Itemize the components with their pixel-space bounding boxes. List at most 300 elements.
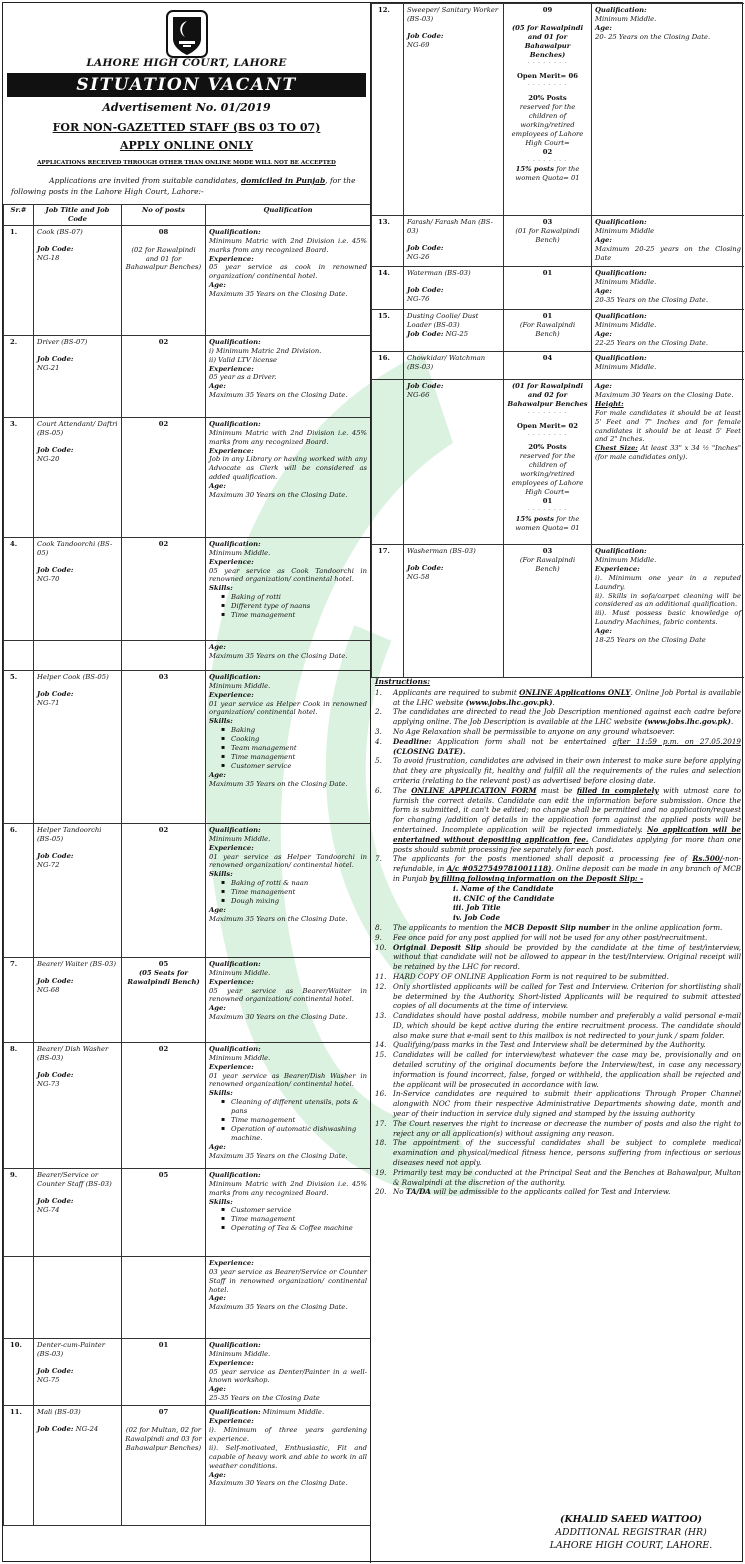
item-number: 1. [375, 687, 382, 697]
table-row [372, 216, 745, 267]
posts-cell [504, 352, 592, 380]
website-link[interactable]: (www.jobs.lhc.gov.pk) [644, 717, 731, 727]
item-text: should be provided by the candidate at the time of test/interview, without that candidate will not be allowed to appear in the test/Interview. Original receipt will be retained by the LHC for record. [393, 942, 741, 972]
skills-list [217, 879, 367, 906]
advertisement-page [2, 2, 743, 1562]
job-title-cell [404, 4, 504, 216]
list-item [375, 1138, 741, 1167]
experience-label: Experience: [209, 364, 254, 373]
posts-count: 07 [158, 1408, 169, 1417]
item-number: 19. [375, 1167, 387, 1177]
quota-text: reserved for the children of working/retired employees of Lahore High Court= [511, 103, 584, 147]
job-title-cell [34, 670, 122, 823]
item-number: 20. [375, 1187, 387, 1197]
list-item: ▪ Baking of rotti & naan [217, 879, 367, 888]
job-code-label: Job Code: [37, 851, 74, 860]
sr-number: 3. [4, 417, 34, 537]
table-row [4, 1256, 371, 1338]
skills-list [217, 1098, 367, 1143]
table-row [4, 417, 371, 537]
item-number: 4. [375, 736, 382, 746]
skills-label: Skills: [209, 1197, 233, 1206]
job-code-label: Job Code: [407, 563, 444, 572]
job-code: NG-72 [37, 860, 60, 869]
experience-label: Experience: [209, 1358, 254, 1367]
qualification-cell [206, 823, 371, 957]
job-title: Denter-cum-Painter (BS-03) [37, 1340, 105, 1358]
job-title: Farash/ Farash Man (BS-03) [407, 218, 493, 235]
posts-count: 02 [158, 1044, 169, 1053]
table-row [4, 1406, 371, 1526]
job-code-label: Job Code: [407, 329, 444, 338]
list-item: ▪ Time management [217, 1215, 367, 1224]
posts-count: 02 [158, 419, 169, 428]
posts-count: 03 [542, 218, 553, 226]
qualification-cell [206, 417, 371, 537]
sr-number: 13. [372, 216, 404, 267]
posts-count: 02 [158, 825, 169, 834]
item-text: will be admissible to the applicants called for Test and Interview. [433, 1187, 671, 1197]
empty-cell [4, 1256, 34, 1338]
age-text: Maximum 35 Years on the Closing Date. [209, 290, 348, 299]
height-label: Height: [595, 399, 624, 408]
job-code-label: Job Code: [37, 689, 74, 698]
item-text: . Online deposit can be made in any branch of MCB in Punjab [393, 864, 741, 883]
experience-text: i). Minimum of three years gardening experience. [209, 1425, 367, 1443]
qualification-text: Minimum Middle. [209, 834, 271, 843]
experience-text: 05 year service as cook in renowned organization/ continental hotel. [209, 263, 367, 281]
posts-count: 04 [542, 354, 553, 362]
table-row [372, 545, 745, 678]
qualification-label: Qualification: [209, 337, 261, 346]
separator: - - - - - - - - [527, 506, 568, 513]
qualification-text: Minimum Middle. [209, 548, 271, 557]
list-item [375, 737, 741, 757]
instructions-list [375, 688, 741, 1197]
list-item [375, 756, 741, 785]
job-code: NG-58 [407, 572, 430, 581]
job-code-label: Job Code: [407, 382, 444, 390]
deadline-date: after 11:59 p.m. on 27.05.2019 [612, 736, 741, 746]
item-text: HARD COPY OF ONLINE Application Form is not required to be submitted. [393, 971, 669, 981]
age-text: Maximum 35 Years on the Closing Date. [209, 391, 348, 400]
posts-cell [504, 4, 592, 216]
sr-number: 5. [4, 670, 34, 823]
age-label: Age: [209, 1004, 226, 1013]
posts-cell [122, 823, 206, 957]
experience-text: 01 year service as Helper Cook in renowned organization/ continental hotel. [209, 699, 367, 717]
qualification-text: Minimum Middle. [595, 277, 657, 286]
list-item: ▪ Team management [217, 744, 367, 753]
age-label: Age: [209, 1385, 226, 1394]
job-title: Helper Cook (BS-05) [37, 672, 109, 681]
quota-text: reserved for the children of working/retired employees of Lahore High Court= [511, 452, 584, 496]
women-quota: for the women Quota= 01 [515, 165, 580, 183]
job-code-label: Job Code: [407, 243, 444, 252]
job-title: Bearer/ Dish Washer (BS-03) [37, 1044, 109, 1062]
job-code: NG-20 [37, 454, 60, 463]
qualification-line [209, 1408, 324, 1416]
list-item: ▪ Time management [217, 753, 367, 762]
job-title-cell [34, 1338, 122, 1405]
job-title-cell [34, 417, 122, 537]
posts-count: 03 [158, 672, 169, 681]
qualification-cell [592, 4, 745, 216]
table-row [4, 823, 371, 957]
intro-paragraph [11, 175, 363, 197]
item-number: 2. [375, 707, 382, 717]
qualification-text: Minimum Matric with 2nd Division i.e. 45% marks from any recognized Board. [209, 1179, 367, 1197]
skills-list [217, 726, 367, 771]
posts-note: (01 for Rawalpindi and 02 for Bahawalpur Benches [507, 382, 588, 408]
list-item [375, 1187, 741, 1197]
list-item: ii. CNIC of the Candidate [453, 893, 555, 903]
item-number: 18. [375, 1138, 387, 1148]
skills-label: Skills: [209, 870, 233, 879]
item-number: 6. [375, 785, 382, 795]
qualification-cell [592, 545, 745, 678]
item-text: Application form shall not be entertained [437, 736, 607, 746]
item-number: 11. [375, 971, 387, 981]
experience-text: 05 year service as Bearer/Waiter in renowned organization/ continental hotel. [209, 986, 367, 1004]
qualification-label: Qualification: [595, 269, 647, 277]
header [3, 3, 370, 199]
age-text: Maximum 35 Years on the Closing Date. [209, 914, 348, 923]
item-text: . Online Job Portal is available at the LHC website [393, 687, 742, 707]
age-label: Age: [209, 482, 226, 491]
list-item: 1. Applicants are required to submit ONLINE Applications ONLY. Online Job Portal is available at the LHC website (www.jobs.lhc.gov.pk). [375, 687, 742, 707]
job-title: Driver (BS-07) [37, 337, 88, 346]
qualification-label: Qualification: [209, 419, 261, 428]
job-code: NG-21 [37, 363, 60, 372]
empty-cell [4, 640, 34, 670]
item-text: Candidates will be called for interview/test whatever the case may be, provisionally and on detailed scrutiny of the original documents before the Interview/test, in case any necessary information is found incorrect, false, forged or withheld, the application shall be rejected and the applicant will be prosecuted in accordance with law. [393, 1050, 741, 1089]
sr-number: 6. [4, 823, 34, 957]
open-merit: Open Merit= 02 [517, 421, 578, 430]
signatory-designation: ADDITIONAL REGISTRAR (HR) [555, 1527, 707, 1538]
qualification-cell [206, 225, 371, 335]
qualification-label: Qualification: [595, 6, 647, 14]
table-row [4, 640, 371, 670]
qualification-cell [206, 957, 371, 1042]
table-row [4, 225, 371, 335]
job-title-cell [34, 1406, 122, 1526]
job-code-label: Job Code: [407, 31, 444, 40]
signature-block [521, 1513, 741, 1552]
age-label: Age: [209, 1142, 226, 1151]
list-item [375, 1011, 741, 1040]
qualification-cell [206, 335, 371, 417]
posts-count: 01 [158, 1340, 169, 1349]
job-title: Washerman (BS-03) [407, 547, 476, 555]
item-number: 7. [375, 854, 382, 864]
list-item [375, 854, 741, 923]
list-item [375, 1089, 741, 1118]
advertisement-number: Advertisement No. 01/2019 [102, 101, 271, 114]
job-code: NG-74 [37, 1205, 60, 1214]
posts-cell [504, 310, 592, 352]
empty-cell [122, 1256, 206, 1338]
qualification-label: Qualification: [595, 547, 647, 555]
posts-cell [504, 380, 592, 545]
list-item [375, 1040, 741, 1050]
posts-note: (05 Seats for Rawalpindi Bench) [127, 968, 200, 986]
qualification-label: Qualification: [209, 539, 261, 548]
posts-cell [122, 225, 206, 335]
job-code: NG-26 [407, 252, 430, 261]
signatory-name: (KHALID SAEED WATTOO) [560, 1514, 702, 1525]
age-text: Maximum 20-25 years on the Closing Date [595, 244, 741, 262]
table-row [372, 352, 745, 380]
sr-number: 16. [372, 352, 404, 380]
item-text: No Age Relaxation shall be permissible to anyone on any ground whatsoever. [393, 726, 675, 736]
item-text: To avoid frustration, candidates are advised in their own interest to make sure before applying that they are physically fit, healthy and fulfill all the requirements of the rules and selection criteria (relating to the relevant post) as advertised before closing date. [393, 756, 741, 785]
sr-number: 15. [372, 310, 404, 352]
age-text: Maximum 30 Years on the Closing Date. [595, 390, 734, 399]
table-row [4, 957, 371, 1042]
quota-percent: 20% Posts [528, 443, 567, 452]
qualification-cell [592, 352, 745, 380]
age-text: 22-25 Years on the Closing Date. [595, 338, 708, 347]
qualification-label: Qualification: [209, 1408, 261, 1417]
sr-number: 2. [4, 335, 34, 417]
age-text: 18-25 Years on the Closing Date [595, 636, 706, 645]
item-text: Fee once paid for any post applied for will not be used for any other post/recruitment. [393, 932, 708, 942]
list-item: iv. Job Code [453, 913, 501, 923]
table-row [4, 670, 371, 823]
experience-text: 01 year service as Bearer/Dish Washer in renowned organization/ continental hotel. [209, 1071, 367, 1089]
chest-label: Chest Size: [595, 444, 638, 453]
item-number: 10. [375, 942, 387, 952]
experience-label: Experience: [209, 446, 254, 455]
table-row [372, 267, 745, 310]
website-link[interactable]: (www.jobs.lhc.gov.pk) [465, 697, 553, 707]
job-code-label: Job Code: [407, 285, 444, 294]
qualification-text: Minimum Middle. [209, 1349, 271, 1358]
women-quota-percent: 15% posts [515, 165, 555, 174]
list-item [375, 786, 741, 855]
age-label: Age: [595, 382, 612, 390]
age-label: Age: [595, 23, 612, 32]
skills-list [217, 593, 367, 620]
empty-cell [122, 640, 206, 670]
list-item [375, 972, 741, 982]
experience-text: i). Minimum one year in a reputed Laundry. [595, 573, 741, 591]
sr-number: 11. [4, 1406, 34, 1526]
posts-note: (02 for Rawalpindi and 01 for Bahawalpur Benches) [125, 245, 202, 272]
age-label: Age: [209, 1470, 226, 1479]
item-text: Applicants are required to submit [393, 687, 517, 697]
women-quota-percent: 15% posts [515, 514, 555, 523]
experience-label: Experience: [209, 1417, 254, 1426]
list-item: ▪ Different type of naans [217, 602, 367, 611]
job-code-label: Job Code: [37, 1366, 74, 1375]
posts-count: 02 [158, 539, 169, 548]
list-item: ▪ Cleaning of different utensils, pots & pans [217, 1098, 367, 1116]
qualification-text: Minimum Middle. [209, 968, 271, 977]
table-row [4, 1168, 371, 1256]
qualification-text: i) Minimum Matric 2nd Division. [209, 346, 322, 355]
table-row [4, 1338, 371, 1405]
fee-amount: Rs.500/ [692, 854, 723, 864]
instructions-title: Instructions: [375, 677, 431, 686]
posts-note: (For Rawalpindi Bench) [519, 555, 576, 573]
job-code-label: Job Code: [37, 565, 74, 574]
age-text: Maximum 30 Years on the Closing Date. [209, 1479, 348, 1488]
sr-number: 1. [4, 225, 34, 335]
job-title-cell [404, 352, 504, 380]
experience-text: 05 year service as Denter/Painter in a well-known workshop. [209, 1367, 367, 1385]
posts-count: 01 [542, 312, 553, 320]
job-title-cell [404, 216, 504, 267]
experience-text: iii). Must possess basic knowledge of Laundry Machines, fabric contents. [595, 609, 741, 627]
skills-label: Skills: [209, 717, 233, 726]
qualification-text: Minimum Middle. [209, 681, 271, 690]
job-code: NG-76 [407, 294, 430, 303]
item-number: 17. [375, 1118, 387, 1128]
job-title-cell [34, 537, 122, 640]
table-row [372, 380, 745, 545]
item-text: Candidates should have postal address, mobile number and preferably a valid personal e-mail ID, which should be kept active during the entire recruitment process. The candidate should also make sure that e-mail sent to this mailbox is not redirected to your junk / spam folder. [393, 1011, 741, 1040]
item-emphasis: by filling following information on the Deposit Slip: - [429, 873, 644, 883]
job-title-cell [34, 335, 122, 417]
empty-cell [34, 640, 122, 670]
qualification-cell [206, 1168, 371, 1256]
qualification-cell [592, 216, 745, 267]
job-code-label [37, 1425, 118, 1434]
list-item: iii. Job Title [453, 903, 501, 913]
posts-cell [122, 417, 206, 537]
posts-cell [122, 1042, 206, 1168]
quota-count: 02 [542, 147, 553, 156]
qualification-cell [592, 380, 745, 545]
list-item: ▪ Time management [217, 611, 367, 620]
posts-count: 03 [542, 547, 553, 555]
list-item [375, 1050, 741, 1089]
job-title: Bearer/Service or Counter Staff (BS-03) [37, 1170, 112, 1188]
qualification-text: Minimum Middle [595, 226, 655, 235]
list-item: ▪ Cooking [217, 735, 367, 744]
apply-online-heading: APPLY ONLINE ONLY [119, 139, 254, 152]
item-text: must be [541, 785, 573, 795]
item-number: 3. [375, 726, 382, 736]
skills-label: Skills: [209, 584, 233, 593]
separator: - - - - - - - - [527, 157, 568, 164]
list-item [375, 1119, 741, 1139]
experience-text: 03 year service as Bearer/Service or Counter Staff in renowned organization/ continental hotel. [209, 1267, 367, 1294]
posts-cell [122, 537, 206, 640]
job-code-label: Job Code: [37, 1196, 74, 1205]
job-title: Helper Tandoorchi (BS-05) [37, 825, 102, 843]
item-emphasis: ONLINE Applications ONLY [519, 687, 631, 697]
item-number: 15. [375, 1050, 387, 1060]
age-text: Maximum 35 Years on the Closing Date. [209, 1303, 348, 1312]
job-code-line [407, 330, 468, 338]
header-posts: No of posts [122, 205, 206, 226]
intro-text-c: , for the following posts in the Lahore High Court, Lahore:- [11, 176, 356, 196]
sr-number: 12. [372, 4, 404, 216]
chest-text: At least 33" x 34 ½ "Inches"(for male candidates only). [595, 444, 741, 462]
separator: - - - - - - - - [527, 409, 568, 416]
account-number: A/c #0527549781001118) [446, 864, 552, 874]
staff-category: FOR NON-GAZETTED STAFF (BS 03 TO 07) [52, 121, 321, 134]
item-emphasis: No application will be entertained without depositing application fee. [393, 824, 742, 844]
court-emblem-icon [165, 9, 209, 59]
sr-number: 8. [4, 1042, 34, 1168]
qualification-cell [592, 267, 745, 310]
list-item: ▪ Time management [217, 1116, 367, 1125]
qualification-label: Qualification: [209, 1340, 261, 1349]
job-code: NG-71 [37, 698, 60, 707]
qualification-label: Qualification: [209, 672, 261, 681]
item-text: In-Service candidates are required to submit their applications Through Proper Channel alongwith NOC from their respective Administrative Departments showing date, month and year of their induction in service duly signed and stamped by the issuing authority [393, 1089, 741, 1119]
job-title-cell [34, 823, 122, 957]
open-merit: Open Merit= 06 [517, 72, 578, 81]
age-label: Age: [209, 642, 226, 651]
item-text: The appointment of the successful candidates shall be subject to complete medical examination and physical/medical fitness hence, persons suffering from infectious or serious diseases need not apply. [393, 1138, 741, 1168]
sr-number: 7. [4, 957, 34, 1042]
sr-number: 9. [4, 1168, 34, 1256]
item-number: 13. [375, 1011, 387, 1021]
item-emphasis: MCB Deposit Slip number [504, 922, 610, 932]
left-column [3, 3, 370, 1563]
qualification-text: Minimum Middle. [595, 362, 657, 371]
chest-line [595, 444, 741, 462]
sr-number: 17. [372, 545, 404, 678]
item-number: 5. [375, 756, 382, 766]
posts-cell [122, 1168, 206, 1256]
posts-count: 01 [542, 269, 553, 277]
list-item: ▪ Operation of automatic dishwashing machine. [217, 1125, 367, 1143]
age-text: 20- 25 Years on the Closing Date. [595, 32, 711, 41]
job-code-label: Job Code: [37, 354, 74, 363]
job-title-cell [404, 545, 504, 678]
item-number: 16. [375, 1089, 387, 1099]
item-text: Candidates applying for more than one posts should submit processing fee separately for each post. [393, 834, 741, 854]
table-row [4, 335, 371, 417]
experience-text: 01 year service as Helper Tandoorchi in renowned organization/ continental hotel. [209, 852, 367, 870]
experience-text: ii). Self-motivated, Enthusiastic, Fit and capable of heavy work and able to work in all weather conditions. [209, 1443, 367, 1470]
job-title: Sweeper/ Sanitary Worker (BS-03) [407, 6, 499, 23]
item-text: Only shortlisted applicants will be called for Test and Interview. Criterion for shortlisting shall be determined by the Authority. Short-listed Applicants will be required to submit attested copies of all documents at the time of interview. [393, 981, 741, 1011]
qualification-cell [206, 1256, 371, 1338]
job-title-cell [404, 310, 504, 352]
instructions [375, 677, 741, 1197]
age-text: Maximum 35 Years on the Closing Date. [209, 1151, 348, 1160]
table-header-row [4, 205, 371, 226]
qualification-label: Qualification: [595, 354, 647, 362]
qualification-label: Qualification: [209, 825, 261, 834]
posts-note: (For Rawalpindi Bench) [519, 320, 576, 338]
list-item [375, 982, 741, 1011]
list-item: ▪ Operating of Tea & Coffee machine [217, 1224, 367, 1233]
list-item: ▪ Dough mixing [217, 897, 367, 906]
qualification-text: Minimum Middle. [595, 555, 657, 564]
qualification-cell [206, 1042, 371, 1168]
quota-percent: 20% Posts [528, 94, 567, 103]
age-text: 20-35 Years on the Closing Date. [595, 295, 708, 304]
age-label: Age: [595, 329, 612, 338]
posts-cell [504, 267, 592, 310]
job-code: NG-24 [75, 1425, 99, 1434]
situation-vacant-banner: SITUATION VACANT [7, 73, 366, 97]
age-text: Maximum 35 Years on the Closing Date. [209, 779, 348, 788]
separator: - - - - - - - - [527, 60, 568, 67]
posts-cell [122, 957, 206, 1042]
height-text: For male candidates it should be at least 5' Feet and 7" Inches and for female candidates it should be at least 5' Feet and 2" Inches. [595, 408, 741, 444]
experience-text: 05 year as a Driver. [209, 373, 277, 382]
job-code: NG-18 [37, 253, 60, 262]
